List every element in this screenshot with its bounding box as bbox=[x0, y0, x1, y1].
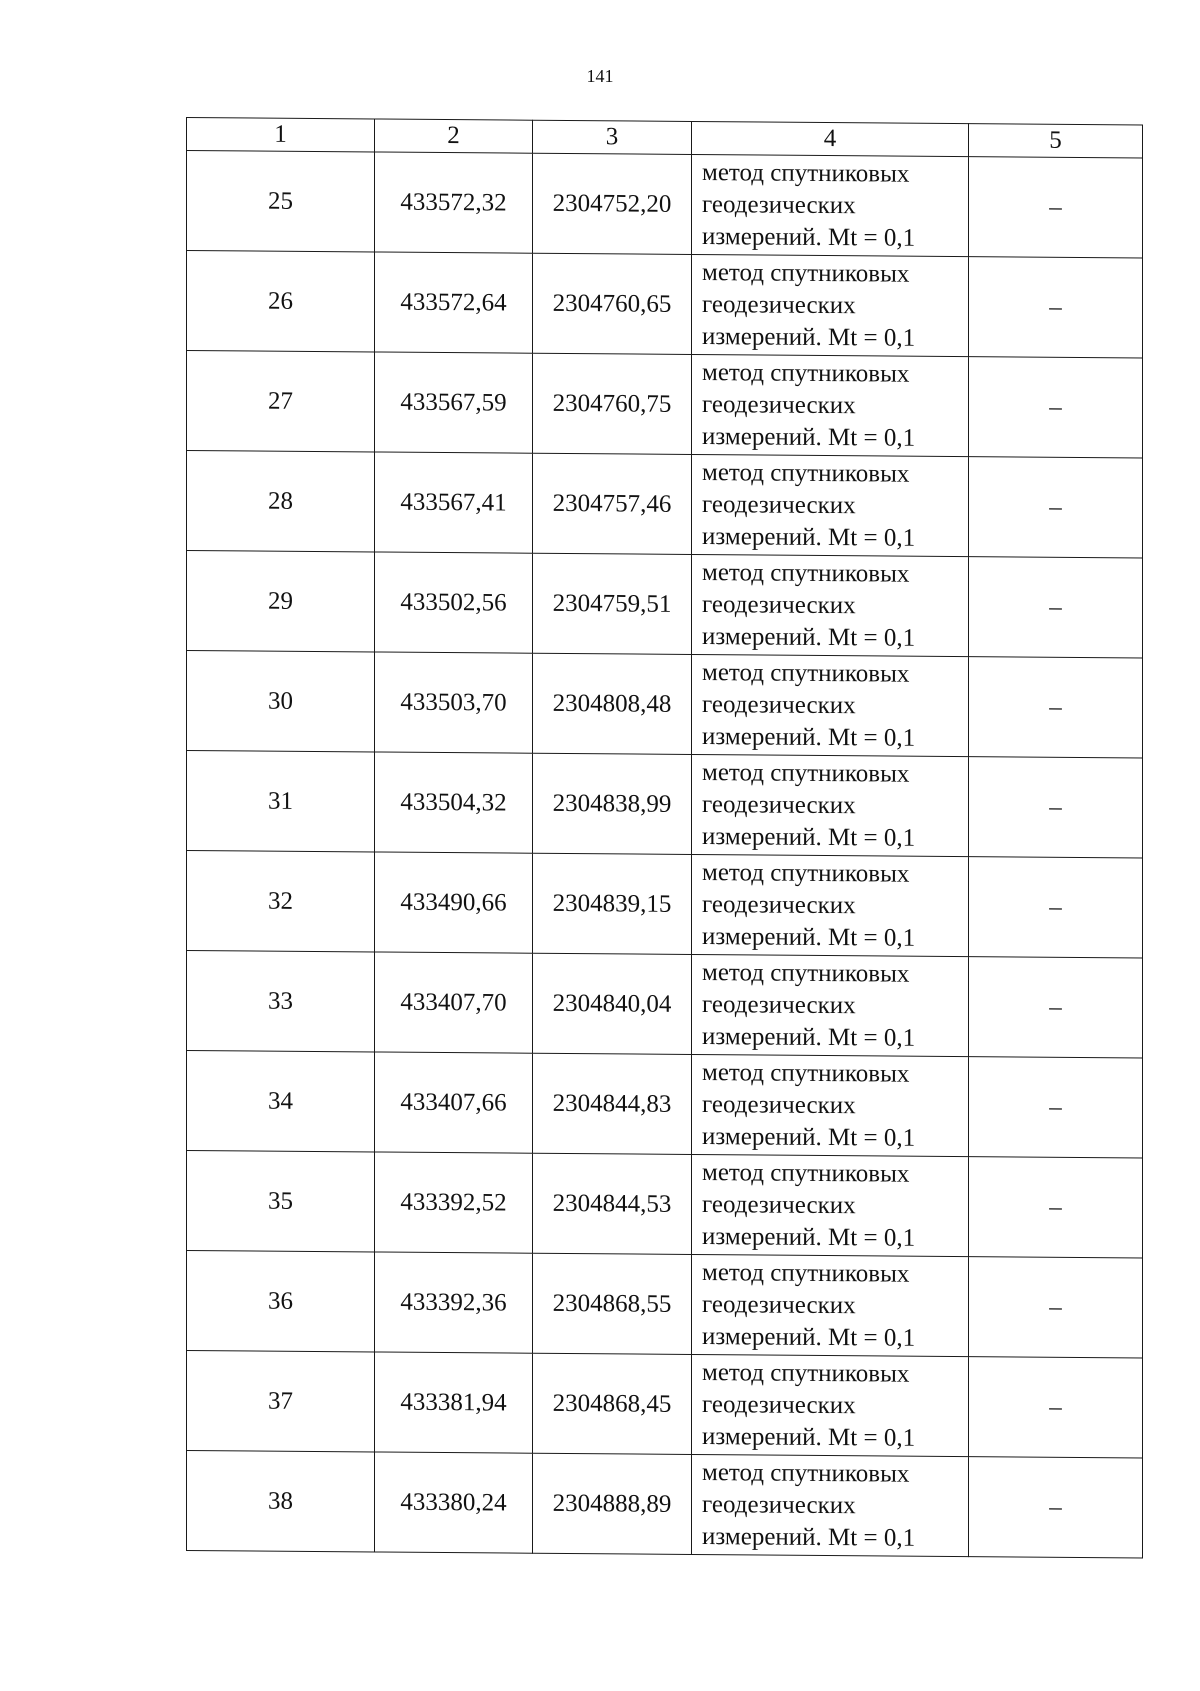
table-row bbox=[187, 351, 1143, 459]
method-line: метод спутниковых bbox=[702, 1458, 910, 1488]
note-cell: – bbox=[969, 157, 1143, 258]
method-line: геодезических bbox=[702, 390, 856, 419]
method-cell bbox=[692, 954, 969, 1056]
method-line: измерений. Mt = 0,1 bbox=[702, 922, 916, 952]
method-line: метод спутниковых bbox=[702, 1358, 910, 1388]
x-coordinate-cell: 433504,32 bbox=[375, 752, 533, 853]
method-line: геодезических bbox=[702, 690, 856, 719]
y-coordinate-cell: 2304868,45 bbox=[533, 1353, 692, 1454]
point-number-cell: 25 bbox=[187, 151, 375, 252]
method-cell bbox=[692, 1354, 969, 1456]
y-coordinate-cell: 2304888,89 bbox=[533, 1453, 692, 1554]
point-number-cell: 29 bbox=[187, 551, 375, 652]
method-line: геодезических bbox=[702, 790, 856, 819]
x-coordinate-cell: 433407,66 bbox=[375, 1052, 533, 1153]
note-cell: – bbox=[969, 957, 1143, 1058]
note-cell: – bbox=[969, 557, 1143, 658]
method-cell bbox=[692, 554, 969, 656]
method-line: метод спутниковых bbox=[702, 1158, 910, 1188]
method-cell bbox=[692, 1254, 969, 1356]
note-cell: – bbox=[969, 1357, 1143, 1458]
note-cell: – bbox=[969, 457, 1143, 558]
table-row bbox=[187, 151, 1143, 259]
method-line: геодезических bbox=[702, 1390, 856, 1419]
point-number-cell: 26 bbox=[187, 251, 375, 352]
note-cell: – bbox=[969, 657, 1143, 758]
method-line: метод спутниковых bbox=[702, 1258, 910, 1288]
x-coordinate-cell: 433572,64 bbox=[375, 252, 533, 353]
column-header: 3 bbox=[533, 120, 692, 154]
method-line: метод спутниковых bbox=[702, 558, 910, 588]
point-number-cell: 38 bbox=[187, 1451, 375, 1552]
x-coordinate-cell: 433490,66 bbox=[375, 852, 533, 953]
point-number-cell: 27 bbox=[187, 351, 375, 452]
table-row bbox=[187, 551, 1143, 659]
note-cell: – bbox=[969, 1457, 1143, 1558]
y-coordinate-cell: 2304844,53 bbox=[533, 1153, 692, 1254]
note-cell: – bbox=[969, 1057, 1143, 1158]
column-header: 4 bbox=[692, 121, 969, 156]
y-coordinate-cell: 2304839,15 bbox=[533, 853, 692, 954]
method-cell bbox=[692, 754, 969, 856]
method-line: измерений. Mt = 0,1 bbox=[702, 422, 916, 452]
method-line: измерений. Mt = 0,1 bbox=[702, 1222, 916, 1252]
method-cell bbox=[692, 454, 969, 556]
method-cell bbox=[692, 854, 969, 956]
note-cell: – bbox=[969, 357, 1143, 458]
table-row bbox=[187, 1351, 1143, 1459]
column-header: 1 bbox=[187, 118, 375, 152]
point-number-cell: 34 bbox=[187, 1051, 375, 1152]
y-coordinate-cell: 2304840,04 bbox=[533, 953, 692, 1054]
x-coordinate-cell: 433572,32 bbox=[375, 152, 533, 253]
column-header: 2 bbox=[375, 119, 533, 153]
point-number-cell: 36 bbox=[187, 1251, 375, 1352]
point-number-cell: 30 bbox=[187, 651, 375, 752]
table-row bbox=[187, 251, 1143, 359]
table-body bbox=[187, 151, 1143, 1559]
method-line: геодезических bbox=[702, 1490, 856, 1519]
point-number-cell: 28 bbox=[187, 451, 375, 552]
x-coordinate-cell: 433380,24 bbox=[375, 1452, 533, 1553]
method-cell bbox=[692, 1054, 969, 1156]
method-line: метод спутниковых bbox=[702, 258, 910, 288]
method-line: измерений. Mt = 0,1 bbox=[702, 522, 916, 552]
table-row bbox=[187, 1051, 1143, 1159]
x-coordinate-cell: 433567,41 bbox=[375, 452, 533, 553]
x-coordinate-cell: 433567,59 bbox=[375, 352, 533, 453]
point-number-cell: 33 bbox=[187, 951, 375, 1052]
table-row bbox=[187, 651, 1143, 759]
method-line: геодезических bbox=[702, 190, 856, 219]
method-line: измерений. Mt = 0,1 bbox=[702, 722, 916, 752]
method-cell bbox=[692, 1454, 969, 1556]
note-cell: – bbox=[969, 1257, 1143, 1358]
page-number: 141 bbox=[586, 66, 614, 86]
note-cell: – bbox=[969, 257, 1143, 358]
point-number-cell: 35 bbox=[187, 1151, 375, 1252]
y-coordinate-cell: 2304760,75 bbox=[533, 353, 692, 454]
method-line: геодезических bbox=[702, 890, 856, 919]
y-coordinate-cell: 2304759,51 bbox=[533, 553, 692, 654]
y-coordinate-cell: 2304760,65 bbox=[533, 253, 692, 354]
method-line: геодезических bbox=[702, 590, 856, 619]
method-line: метод спутниковых bbox=[702, 858, 910, 888]
y-coordinate-cell: 2304838,99 bbox=[533, 753, 692, 854]
method-line: метод спутниковых bbox=[702, 458, 910, 488]
note-cell: – bbox=[969, 857, 1143, 958]
method-line: измерений. Mt = 0,1 bbox=[702, 822, 916, 852]
method-cell bbox=[692, 654, 969, 756]
table-row bbox=[187, 951, 1143, 1059]
table-row bbox=[187, 1151, 1143, 1259]
coordinates-table-container bbox=[186, 117, 1142, 1559]
point-number-cell: 32 bbox=[187, 851, 375, 952]
x-coordinate-cell: 433392,52 bbox=[375, 1152, 533, 1253]
coordinates-table bbox=[186, 117, 1143, 1559]
table-row bbox=[187, 451, 1143, 559]
method-line: метод спутниковых bbox=[702, 958, 910, 988]
method-line: измерений. Mt = 0,1 bbox=[702, 622, 916, 652]
method-line: метод спутниковых bbox=[702, 758, 910, 788]
method-line: метод спутниковых bbox=[702, 158, 910, 188]
method-cell bbox=[692, 154, 969, 256]
method-line: измерений. Mt = 0,1 bbox=[702, 1422, 916, 1452]
point-number-cell: 31 bbox=[187, 751, 375, 852]
method-line: геодезических bbox=[702, 990, 856, 1019]
method-line: метод спутниковых bbox=[702, 358, 910, 388]
method-line: метод спутниковых bbox=[702, 1058, 910, 1088]
point-number-cell: 37 bbox=[187, 1351, 375, 1452]
method-line: измерений. Mt = 0,1 bbox=[702, 222, 916, 252]
method-line: геодезических bbox=[702, 1290, 856, 1319]
method-line: геодезических bbox=[702, 490, 856, 519]
y-coordinate-cell: 2304752,20 bbox=[533, 153, 692, 254]
method-cell bbox=[692, 254, 969, 356]
method-line: измерений. Mt = 0,1 bbox=[702, 1522, 916, 1552]
y-coordinate-cell: 2304757,46 bbox=[533, 453, 692, 554]
method-line: измерений. Mt = 0,1 bbox=[702, 1322, 916, 1352]
method-cell bbox=[692, 1154, 969, 1256]
y-coordinate-cell: 2304844,83 bbox=[533, 1053, 692, 1154]
x-coordinate-cell: 433502,56 bbox=[375, 552, 533, 653]
method-line: измерений. Mt = 0,1 bbox=[702, 322, 916, 352]
y-coordinate-cell: 2304808,48 bbox=[533, 653, 692, 754]
method-line: метод спутниковых bbox=[702, 658, 910, 688]
y-coordinate-cell: 2304868,55 bbox=[533, 1253, 692, 1354]
note-cell: – bbox=[969, 1157, 1143, 1258]
x-coordinate-cell: 433503,70 bbox=[375, 652, 533, 753]
x-coordinate-cell: 433381,94 bbox=[375, 1352, 533, 1453]
column-header: 5 bbox=[969, 124, 1143, 158]
table-row bbox=[187, 1251, 1143, 1359]
method-line: геодезических bbox=[702, 1190, 856, 1219]
method-line: измерений. Mt = 0,1 bbox=[702, 1022, 916, 1052]
method-cell bbox=[692, 354, 969, 456]
table-row bbox=[187, 1451, 1143, 1559]
x-coordinate-cell: 433392,36 bbox=[375, 1252, 533, 1353]
table-row bbox=[187, 851, 1143, 959]
method-line: геодезических bbox=[702, 290, 856, 319]
method-line: измерений. Mt = 0,1 bbox=[702, 1122, 916, 1152]
note-cell: – bbox=[969, 757, 1143, 858]
method-line: геодезических bbox=[702, 1090, 856, 1119]
x-coordinate-cell: 433407,70 bbox=[375, 952, 533, 1053]
table-row bbox=[187, 751, 1143, 859]
